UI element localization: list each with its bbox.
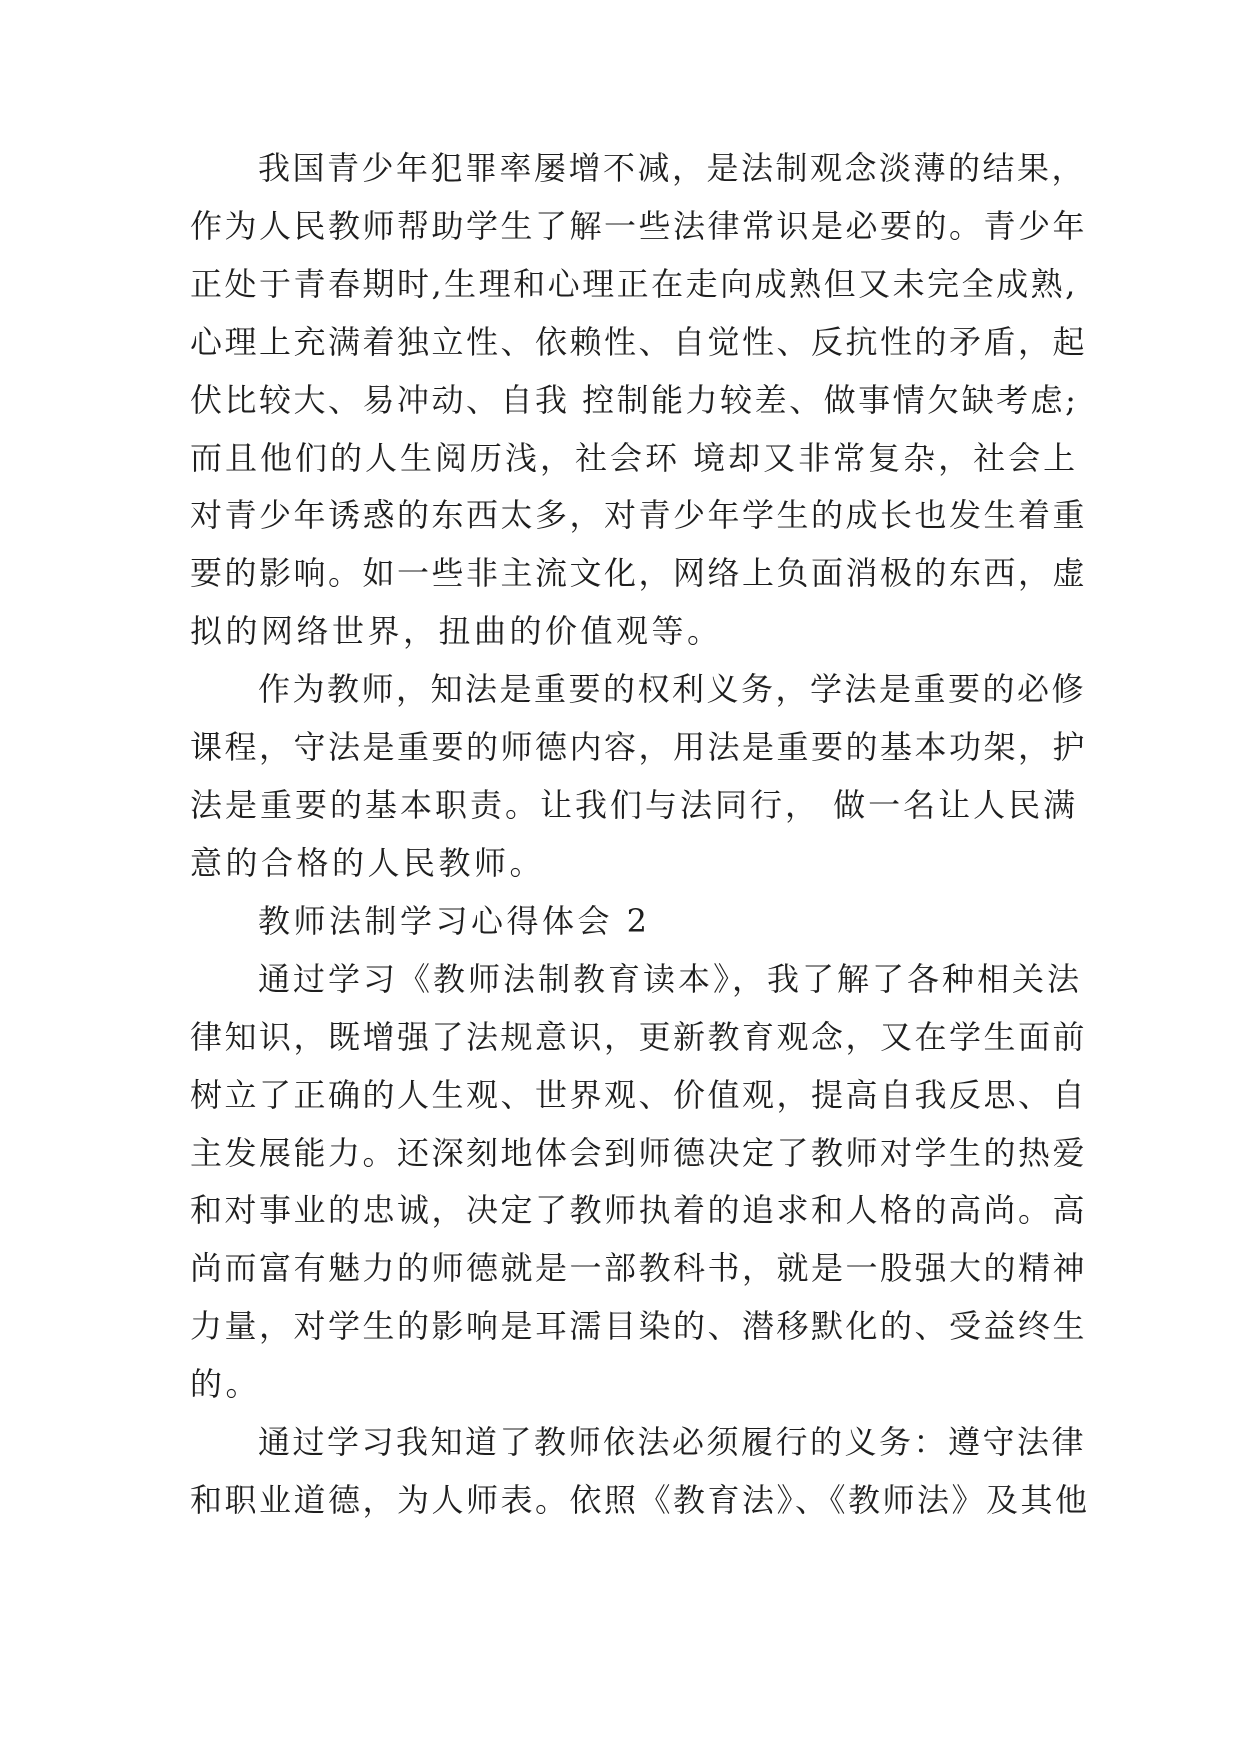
text-line: 我国青少年犯罪率屡增不减，是法制观念淡薄的结果， [258, 149, 1087, 187]
text-line: 尚而富有魅力的师德就是一部教科书，就是一股强大的精神 [190, 1249, 1088, 1287]
section-heading: 教师法制学习心得体会 2 [258, 902, 651, 940]
text-line: 要的影响。如一些非主流文化，网络上负面消极的东西，虚 [190, 554, 1088, 592]
text-line: 和职业道德，为人师表。依照《教育法》、《教师法》及其他 [190, 1481, 1090, 1519]
text-line: 正处于青春期时,生理和心理正在走向成熟但又未完全成熟, [190, 265, 1078, 303]
text-line: 通过学习《教师法制教育读本》，我了解了各种相关法 [258, 960, 1083, 998]
text-line: 力量，对学生的影响是耳濡目染的、潜移默化的、受益终生 [190, 1307, 1088, 1345]
text-line: 课程，守法是重要的师德内容，用法是重要的基本功架，护 [190, 728, 1088, 766]
text-line: 拟的网络世界，扭曲的价值观等。 [190, 612, 723, 650]
text-line: 法是重要的基本职责。让我们与法同行， 做一名让人民满 [190, 786, 1079, 824]
text-line: 而且他们的人生阅历浅，社会环 境却又非常复杂，社会上 [190, 439, 1079, 477]
text-line: 作为人民教师帮助学生了解一些法律常识是必要的。青少年 [190, 207, 1088, 245]
text-line: 的。 [190, 1365, 262, 1403]
text-line: 心理上充满着独立性、依赖性、自觉性、反抗性的矛盾，起 [190, 323, 1088, 361]
text-line: 意的合格的人民教师。 [190, 844, 546, 882]
text-line: 律知识，既增强了法规意识，更新教育观念，又在学生面前 [190, 1018, 1088, 1056]
text-line: 主发展能力。还深刻地体会到师德决定了教师对学生的热爱 [190, 1134, 1088, 1172]
text-line: 通过学习我知道了教师依法必须履行的义务：遵守法律 [258, 1423, 1087, 1461]
text-line: 对青少年诱惑的东西太多，对青少年学生的成长也发生着重 [190, 496, 1088, 534]
text-line: 伏比较大、易冲动、自我 控制能力较差、做事情欠缺考虑; [190, 381, 1079, 419]
text-line: 和对事业的忠诚，决定了教师执着的追求和人格的高尚。高 [190, 1191, 1088, 1229]
text-line: 树立了正确的人生观、世界观、价值观，提高自我反思、自 [190, 1076, 1088, 1114]
text-line: 作为教师，知法是重要的权利义务，学法是重要的必修 [258, 670, 1087, 708]
